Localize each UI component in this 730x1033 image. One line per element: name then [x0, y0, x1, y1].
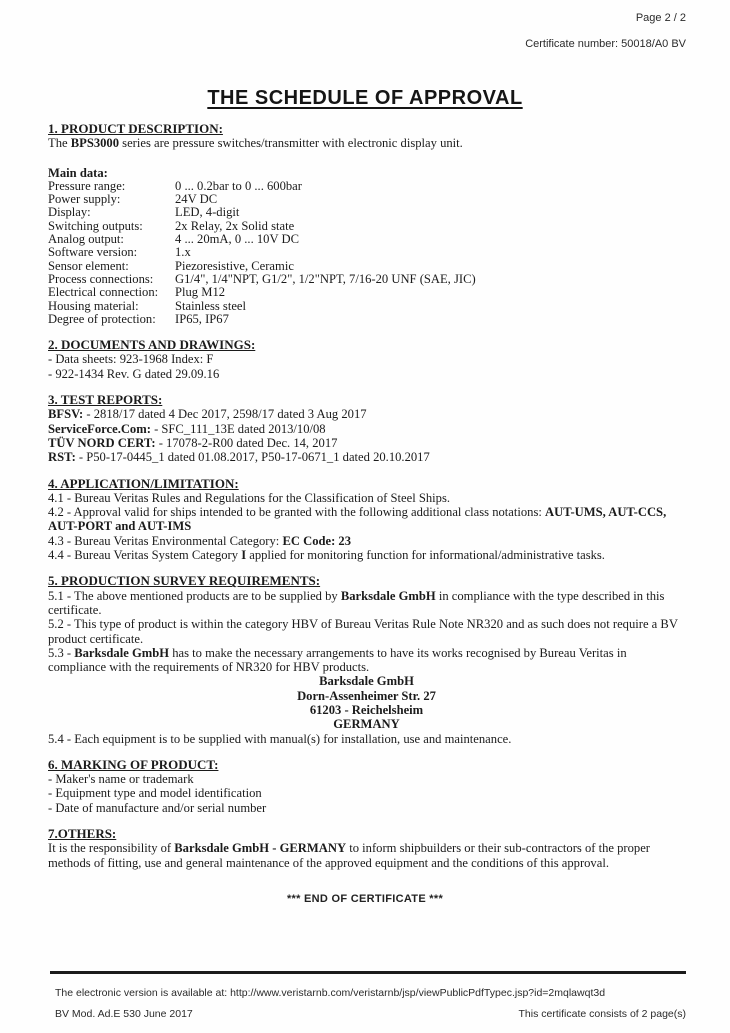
- section-heading: 3. TEST REPORTS:: [48, 392, 163, 408]
- footer-divider: [50, 971, 686, 974]
- clause-4-1: 4.1 - Bureau Veritas Rules and Regulations for the Classification of Steel Ships.: [48, 490, 451, 505]
- report-source: RST:: [48, 450, 76, 465]
- page-number: Page 2 / 2: [635, 12, 686, 24]
- row-value: 1.x: [175, 245, 191, 260]
- end-of-certificate-marker: *** END OF CERTIFICATE ***: [286, 893, 444, 905]
- row-value: G1/4", 1/4"NPT, G1/2", 1/2"NPT, 7/16-20 UNF (SAE, JIC): [175, 271, 476, 286]
- text-segment: series are pressure switches/transmitter with electronic display unit.: [119, 136, 463, 151]
- list-item: - Date of manufacture and/or serial number: [48, 800, 267, 815]
- section-test-reports: [48, 393, 685, 464]
- class-notations: AUT-UMS, AUT-CCS, AUT-PORT and AUT-IMS: [48, 505, 667, 534]
- section-heading: 7.OTHERS:: [48, 826, 117, 842]
- clause-5-4: 5.4 - Each equipment is to be supplied with manual(s) for installation, use and maintenance.: [48, 731, 512, 746]
- test-report-line: [48, 450, 685, 464]
- table-row: [48, 273, 685, 286]
- manufacturer-name: Barksdale GmbH: [74, 645, 170, 660]
- table-row: [48, 193, 685, 206]
- row-label: Process connections:: [48, 271, 154, 286]
- section-marking-of-product: [48, 758, 685, 815]
- address-line: 61203 - Reichelsheim: [309, 702, 424, 717]
- row-value: LED, 4-digit: [175, 205, 240, 220]
- text-segment: 4.4 - Bureau Veritas System Category: [48, 548, 242, 563]
- row-label: Power supply:: [48, 192, 121, 207]
- table-row: [48, 233, 685, 246]
- row-value: 24V DC: [175, 192, 218, 207]
- product-series-name: BPS3000: [70, 136, 120, 151]
- text-segment: has to make the necessary arrangements to have its works recognised by Bureau Veritas in compliance with the requirements of NR320 for HBV products.: [48, 645, 627, 675]
- manufacturer-address: [48, 674, 685, 731]
- table-row: [48, 313, 685, 326]
- page-count-note: This certificate consists of 2 page(s): [518, 1007, 686, 1020]
- table-row: [48, 206, 685, 219]
- list-item: - Data sheets: 923-1968 Index: F: [48, 352, 214, 367]
- table-row: [48, 220, 685, 233]
- test-report-line: [48, 422, 685, 436]
- others-paragraph: [48, 841, 685, 870]
- section-production-survey: [48, 574, 685, 746]
- report-detail: - SFC_111_13E dated 2013/10/08: [150, 421, 326, 436]
- form-reference: BV Mod. Ad.E 530 June 2017: [55, 1007, 193, 1020]
- section-others: [48, 827, 685, 870]
- section-heading: 5. PRODUCTION SURVEY REQUIREMENTS:: [48, 573, 321, 589]
- manufacturer-name: Barksdale GmbH - GERMANY: [174, 841, 347, 856]
- text-segment: in compliance with the type described in this certificate.: [48, 588, 665, 617]
- clause-5-1: [48, 589, 685, 618]
- test-report-line: [48, 436, 685, 450]
- certificate-number: Certificate number: 50018/A0 BV: [525, 38, 686, 50]
- table-row: [48, 180, 685, 193]
- section-heading: 6. MARKING OF PRODUCT:: [48, 756, 219, 772]
- row-value: Plug M12: [175, 285, 226, 300]
- table-row: [48, 246, 685, 259]
- page-footer: [50, 971, 686, 1020]
- row-label: Display:: [48, 205, 91, 220]
- report-source: ServiceForce.Com:: [48, 421, 151, 436]
- address-line: GERMANY: [333, 717, 400, 732]
- row-label: Sensor element:: [48, 258, 129, 273]
- page-header: [525, 13, 686, 50]
- clause-4-4: [48, 548, 685, 562]
- list-item: - 922-1434 Rev. G dated 29.09.16: [48, 366, 220, 381]
- row-label: Analog output:: [48, 232, 124, 247]
- clause-4-3: [48, 534, 685, 548]
- row-label: Electrical connection:: [48, 285, 159, 300]
- section-heading: 4. APPLICATION/LIMITATION:: [48, 475, 239, 491]
- row-value: 0 ... 0.2bar to 0 ... 600bar: [175, 178, 302, 193]
- table-row: [48, 286, 685, 299]
- footer-bottom-row: [50, 1008, 686, 1021]
- test-report-line: [48, 407, 685, 421]
- section-documents-drawings: [48, 338, 685, 381]
- section-heading: 2. DOCUMENTS AND DRAWINGS:: [48, 337, 256, 353]
- row-label: Degree of protection:: [48, 311, 156, 326]
- section-product-description: [48, 122, 685, 326]
- row-value: 2x Relay, 2x Solid state: [175, 218, 295, 233]
- clause-4-2: [48, 505, 685, 534]
- document-title: THE SCHEDULE OF APPROVAL: [207, 87, 523, 109]
- section-application-limitation: [48, 477, 685, 563]
- text-segment: 5.3 -: [48, 645, 75, 660]
- ec-code: EC Code: 23: [282, 533, 352, 548]
- report-detail: - P50-17-0445_1 dated 01.08.2017, P50-17-0671_1 dated 20.10.2017: [75, 450, 430, 465]
- list-item: - Maker's name or trademark: [48, 772, 194, 787]
- text-segment: 5.1 - The above mentioned products are to be supplied by: [48, 588, 341, 603]
- system-category: I: [241, 548, 247, 563]
- electronic-version-note: The electronic version is available at: http://www.veristarnb.com/veristarnb/jsp/viewPublicPdfTypec.jsp?id=2mqlawqt3d: [55, 987, 606, 999]
- report-source: TÜV NORD CERT:: [48, 435, 156, 450]
- table-row: [48, 300, 685, 313]
- row-value: IP65, IP67: [175, 311, 229, 326]
- manufacturer-name: Barksdale GmbH: [340, 588, 436, 603]
- row-label: Software version:: [48, 245, 138, 260]
- row-value: 4 ... 20mA, 0 ... 10V DC: [175, 232, 299, 247]
- product-intro: [48, 136, 685, 150]
- text-segment: to inform shipbuilders or their sub-contractors of the proper methods of fitting, use and general maintenance of the approved equipment and the conditions of this approval.: [48, 841, 650, 870]
- row-label: Pressure range:: [48, 178, 126, 193]
- clause-5-3: [48, 646, 685, 675]
- row-value: Stainless steel: [175, 298, 247, 313]
- row-label: Switching outputs:: [48, 218, 143, 233]
- main-data-label: Main data:: [48, 165, 108, 180]
- text-segment: applied for monitoring function for informational/administrative tasks.: [246, 548, 605, 563]
- table-row: [48, 260, 685, 273]
- list-item: - Equipment type and model identification: [48, 786, 262, 801]
- text-segment: 4.2 - Approval valid for ships intended to be granted with the following additional class notations:: [48, 505, 546, 520]
- section-heading: 1. PRODUCT DESCRIPTION:: [48, 121, 223, 136]
- row-value: Piezoresistive, Ceramic: [175, 258, 294, 273]
- main-data-table: [48, 180, 685, 326]
- row-label: Housing material:: [48, 298, 139, 313]
- address-line: Dorn-Assenheimer Str. 27: [297, 688, 436, 703]
- report-detail: - 2818/17 dated 4 Dec 2017, 2598/17 dated 3 Aug 2017: [83, 407, 367, 422]
- address-line: Barksdale GmbH: [319, 674, 414, 689]
- text-segment: The: [48, 136, 71, 151]
- report-detail: - 17078-2-R00 dated Dec. 14, 2017: [155, 435, 338, 450]
- certificate-body: [0, 122, 730, 870]
- text-segment: It is the responsibility of: [48, 841, 175, 856]
- clause-5-2: 5.2 - This type of product is within the category HBV of Bureau Veritas Rule Note NR320 and as such does not require a BV product certificate.: [48, 617, 678, 646]
- report-source: BFSV:: [48, 407, 84, 422]
- text-segment: 4.3 - Bureau Veritas Environmental Category:: [48, 533, 283, 548]
